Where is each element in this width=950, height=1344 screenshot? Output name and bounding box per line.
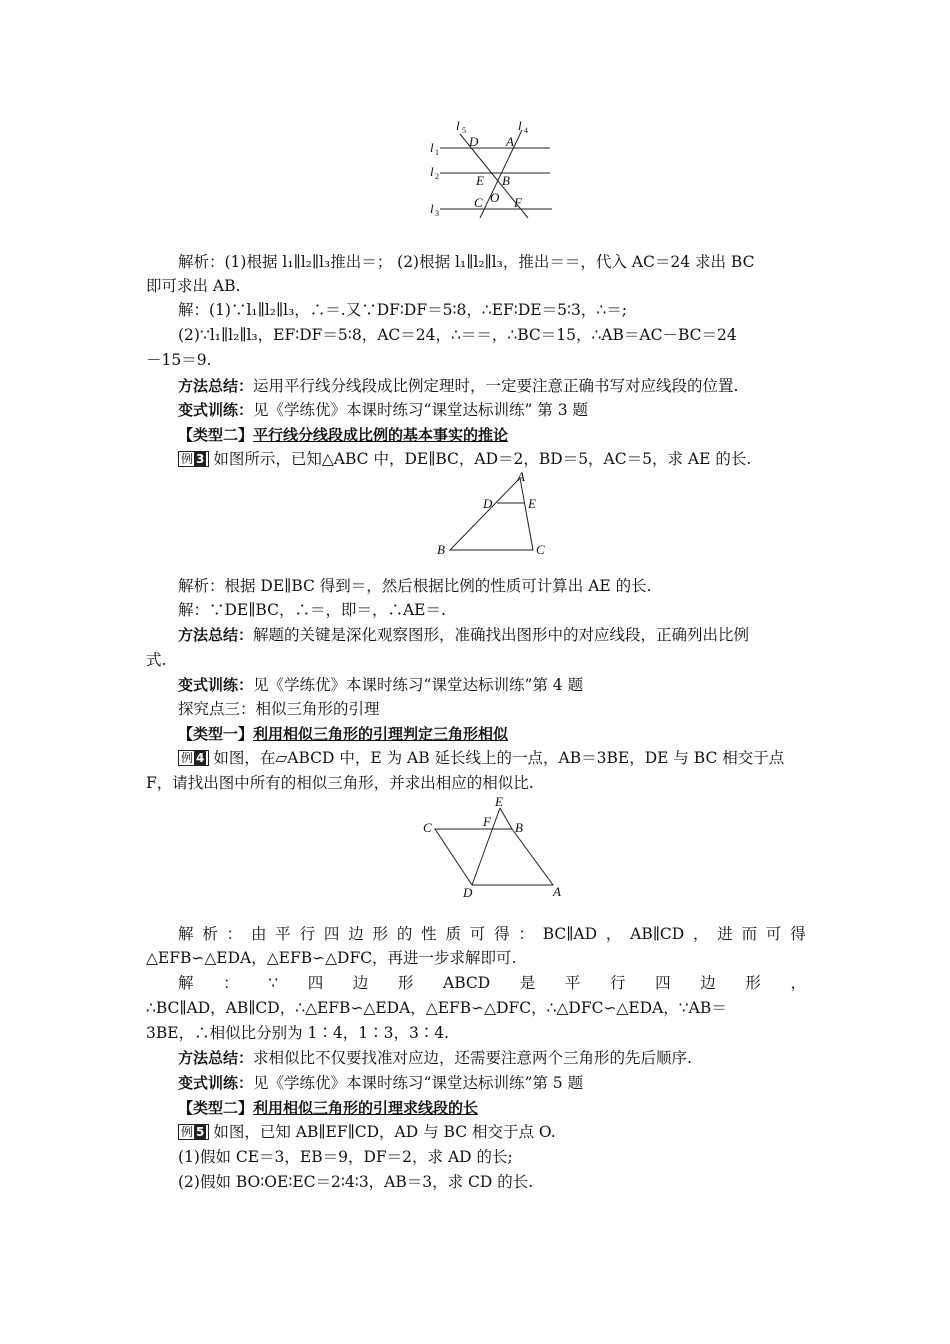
- label-C: C: [474, 195, 483, 210]
- word: 解: [178, 974, 194, 992]
- solution-4-cont2: 3BE，∴相似比分别为 1∶4，1∶3，3∶4.: [146, 1024, 450, 1042]
- word: 解: [178, 925, 194, 943]
- label-F: F: [483, 814, 491, 829]
- word: 是: [519, 974, 536, 992]
- solution-3: 解：∵DE∥BC，∴＝，即＝，∴AE＝.: [178, 601, 446, 619]
- example-badge: [178, 1124, 209, 1140]
- heading-type1: [146, 722, 806, 746]
- word: 形: [745, 974, 761, 992]
- type-title: 平行线分线段成比例的基本事实的推论: [253, 426, 509, 444]
- label-D: D: [483, 496, 493, 511]
- word: 边: [348, 925, 364, 943]
- word: 平: [275, 925, 291, 943]
- word: 进: [717, 925, 733, 943]
- word: 析: [202, 925, 218, 943]
- analysis-1-cont: 即可求出 AB.: [146, 277, 241, 295]
- method-summary-text: 求相似比不仅要找准对应边，还需要注意两个三角形的先后顺序.: [253, 1049, 692, 1067]
- label-C: C: [536, 542, 545, 557]
- method-summary-label: 方法总结：: [178, 626, 254, 644]
- label-D: D: [463, 885, 473, 900]
- method-summary-label: 方法总结：: [178, 377, 254, 395]
- question-1: (1)假如 CE＝3，EB＝9，DF＝2，求 AD 的长;: [178, 1148, 513, 1166]
- word: 行: [610, 974, 626, 992]
- example-3-text: 如图所示，已知△ABC 中，DE∥BC，AD＝2，BD＝5，AC＝5，求 AE 的长.: [213, 450, 752, 468]
- analysis-4-cont: △EFB∽△EDA，△EFB∽△DFC，再进一步求解即可.: [146, 949, 517, 967]
- label-E: E: [528, 496, 536, 511]
- word: 四: [307, 974, 324, 992]
- method-summary-3: [146, 1046, 806, 1070]
- method-summary-2-cont: 式.: [146, 651, 167, 669]
- type-tag: 【类型一】: [178, 725, 254, 743]
- word: ：: [223, 974, 239, 992]
- word: 的: [396, 925, 413, 943]
- word: 形: [397, 974, 414, 992]
- label-A: A: [506, 134, 514, 149]
- method-summary-text: 运用平行线分线段成比例定理时，一定要注意正确书写对应线段的位置.: [253, 377, 739, 395]
- variant-training-text: 见《学练优》本课时练习“课堂达标训练”第 5 题: [253, 1074, 584, 1092]
- variant-training-2: [146, 673, 806, 697]
- analysis-1: [146, 250, 806, 274]
- word: ：: [226, 925, 243, 943]
- figure-triangle-abc: [430, 468, 560, 560]
- variant-training-label: 变式训练：: [178, 401, 254, 419]
- label-A: A: [553, 884, 561, 899]
- type-tag: 【类型二】: [178, 1099, 254, 1117]
- label-O: O: [490, 190, 500, 205]
- analysis-1-text: 解析：(1)根据 l₁∥l₂∥l₃推出＝； (2)根据 l₁∥l₂∥l₃，推出＝＝，代入 AC＝24 求出 BC: [178, 253, 755, 271]
- variant-training-label: 变式训练：: [178, 676, 254, 694]
- method-summary-text: 解题的关键是深化观察图形，准确找出图形中的对应线段，正确列出比例: [253, 626, 750, 644]
- example-badge-num: 5: [196, 1125, 205, 1139]
- label-l2: l: [430, 164, 434, 179]
- example-5-text: 如图，已知 AB∥EF∥CD，AD 与 BC 相交于点 O.: [213, 1123, 556, 1141]
- example-3: [146, 447, 806, 471]
- analysis-3: 解析：根据 DE∥BC 得到＝，然后根据比例的性质可计算出 AE 的长.: [178, 577, 652, 595]
- variant-training-text: 见《学练优》本课时练习“课堂达标训练” 第 3 题: [253, 401, 589, 419]
- type-tag: 【类型二】: [178, 426, 254, 444]
- example-badge: [178, 451, 209, 467]
- label-E: E: [495, 794, 503, 809]
- label-E: E: [476, 173, 484, 188]
- label-l4-sub: 4: [524, 126, 528, 135]
- word: 可: [765, 925, 782, 943]
- type-title: 利用相似三角形的引理判定三角形相似: [253, 725, 509, 743]
- word: ，: [790, 974, 806, 992]
- label-l2-sub: 2: [435, 172, 439, 181]
- label-F: F: [514, 195, 522, 210]
- explore-point-3: 探究点三：相似三角形的引理: [178, 700, 380, 718]
- variant-training-3: [146, 1071, 806, 1095]
- word: 边: [700, 974, 716, 992]
- word: 边: [352, 974, 369, 992]
- question-2: (2)假如 BO∶OE∶EC＝2∶4∶3，AB＝3，求 CD 的长.: [178, 1173, 534, 1191]
- example-4-text: 如图，在▱ABCD 中，E 为 AB 延长线上的一点，AB＝3BE，DE 与 BC 相交于点: [213, 749, 785, 767]
- label-l3-sub: 3: [435, 209, 439, 218]
- word: 行: [299, 925, 316, 943]
- method-summary-2: [146, 623, 806, 647]
- example-badge-num: 4: [196, 751, 205, 765]
- variant-training-1: [146, 398, 806, 422]
- figure-parallel-lines: [420, 118, 560, 223]
- example-badge-num: 3: [196, 452, 205, 466]
- solution-2-cont: －15＝9.: [146, 351, 212, 369]
- example-badge-label: 例: [181, 452, 194, 466]
- method-summary-label: 方法总结：: [178, 1049, 254, 1067]
- label-B: B: [502, 173, 510, 188]
- word: 而: [741, 925, 758, 943]
- example-badge: [178, 750, 209, 766]
- word: ：: [518, 925, 534, 943]
- word: 性: [421, 925, 437, 943]
- solution-2: (2)∵l₁∥l₂∥l₃，EF∶DF＝5∶8，AC＝24，∴＝＝，∴BC＝15，∴AB＝AC－BC＝24: [178, 326, 737, 344]
- example-badge-label: 例: [181, 751, 194, 765]
- label-l5: l: [456, 118, 460, 133]
- label-l3: l: [430, 201, 434, 216]
- example-4-cont: F，请找出图中所有的相似三角形，并求出相应的相似比.: [146, 774, 534, 792]
- label-l1-sub: 1: [435, 148, 439, 157]
- word: 四: [323, 925, 340, 943]
- word: 平: [564, 974, 581, 992]
- label-C: C: [423, 820, 432, 835]
- method-summary-1: [146, 374, 806, 398]
- word: ，: [692, 925, 709, 943]
- label-l1: l: [430, 140, 434, 155]
- type-title: 利用相似三角形的引理求线段的长: [253, 1099, 479, 1117]
- word: ∵: [268, 974, 279, 992]
- label-l5-sub: 5: [462, 126, 466, 135]
- word: 形: [372, 925, 389, 943]
- variant-training-label: 变式训练：: [178, 1074, 254, 1092]
- label-B: B: [515, 820, 523, 835]
- solution-1: 解：(1)∵l₁∥l₂∥l₃，∴＝.又∵DF∶DF＝5∶8，∴EF∶DE＝5∶3，∴＝;: [178, 301, 627, 319]
- word: 得: [790, 925, 806, 943]
- word: 四: [655, 974, 671, 992]
- solution-4: [146, 971, 806, 995]
- word: 由: [250, 925, 267, 943]
- example-badge-label: 例: [181, 1125, 194, 1139]
- word: ，: [605, 925, 622, 943]
- example-4: [146, 746, 806, 770]
- label-A: A: [517, 469, 525, 484]
- figure-parallelogram: [420, 792, 570, 900]
- variant-training-text: 见《学练优》本课时练习“课堂达标训练”第 4 题: [253, 676, 584, 694]
- word: ABCD: [443, 974, 491, 992]
- word: BC∥AD: [542, 925, 598, 943]
- label-l4: l: [518, 118, 522, 133]
- analysis-4: [146, 922, 806, 946]
- heading-type2-b: [146, 1096, 806, 1120]
- example-5: [146, 1120, 806, 1144]
- solution-4-cont: ∴BC∥AD，AB∥CD，∴△EFB∽△EDA，△EFB∽△DFC，∴△DFC∽△EDA，∵AB＝: [146, 999, 727, 1017]
- word: 质: [445, 925, 461, 943]
- word: 得: [494, 925, 510, 943]
- word: 可: [469, 925, 486, 943]
- label-B: B: [437, 542, 445, 557]
- label-D: D: [469, 134, 479, 149]
- word: AB∥CD: [630, 925, 685, 943]
- heading-type2-a: [146, 423, 806, 447]
